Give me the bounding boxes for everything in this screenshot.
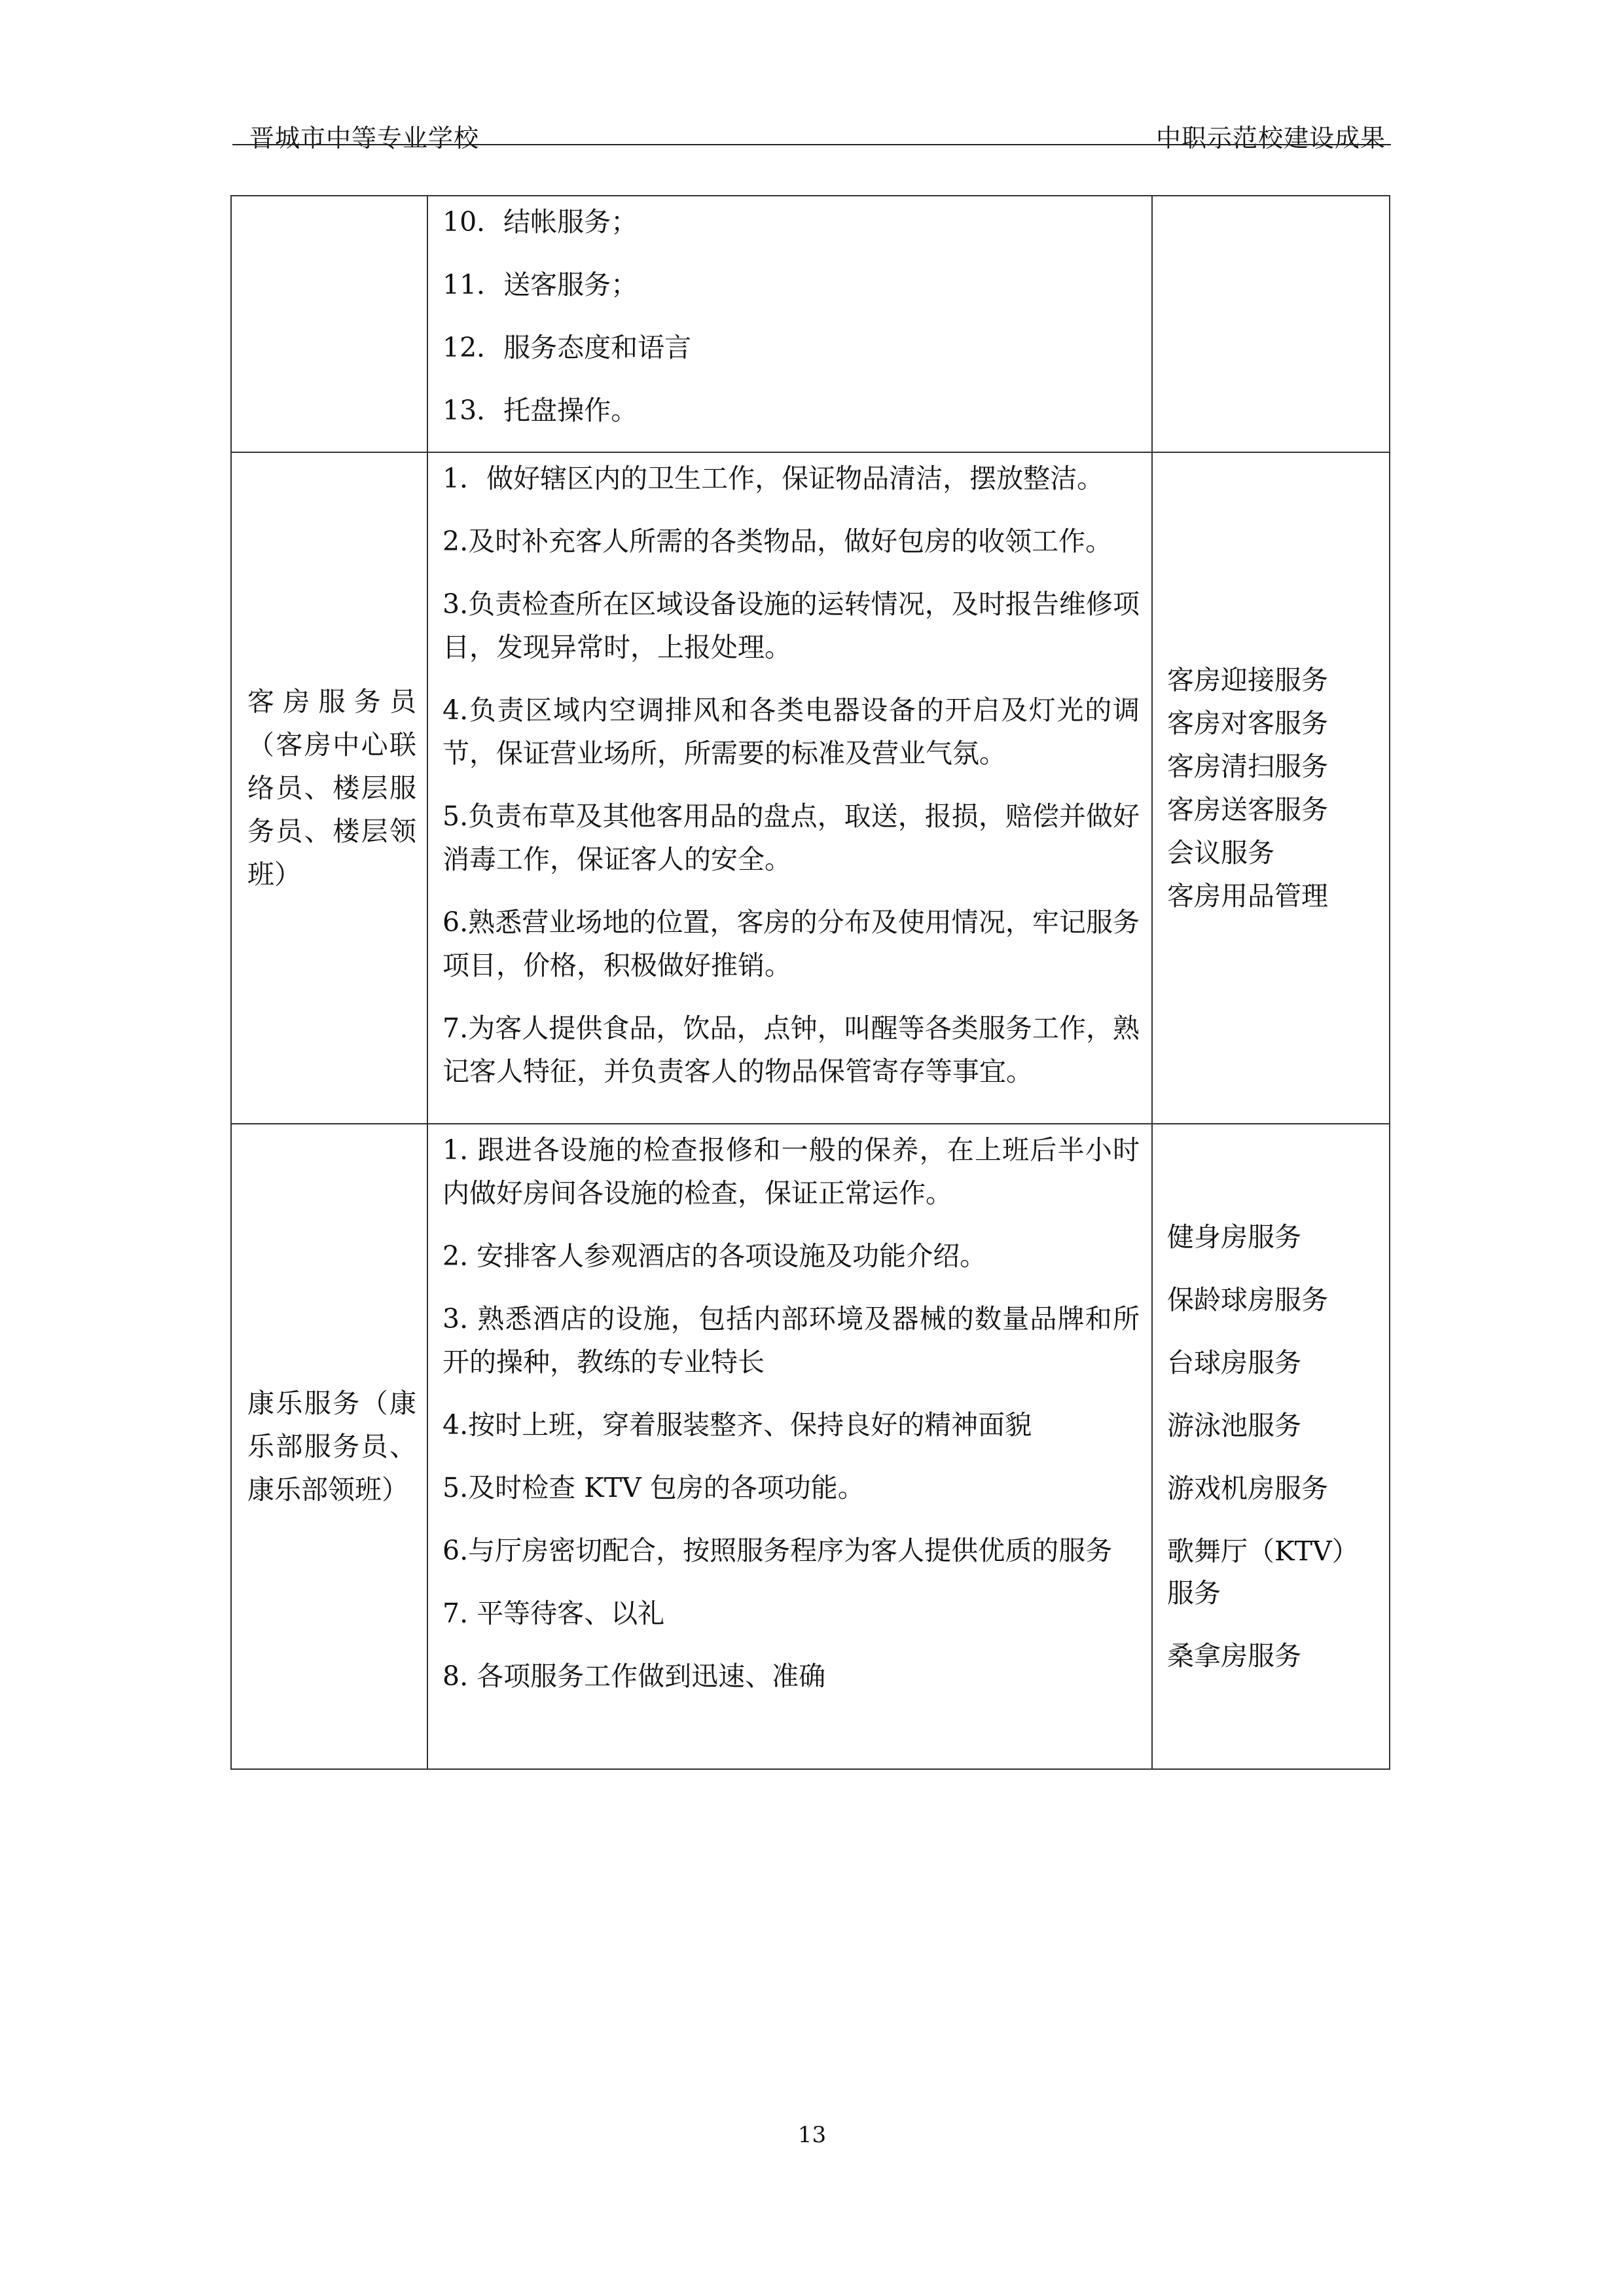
duty-item: 5.负责布草及其他客用品的盘点，取送，报损，赔偿并做好消毒工作，保证客人的安全。 xyxy=(442,800,1140,875)
role-cell xyxy=(231,196,427,452)
skills-cell xyxy=(1152,452,1390,1124)
skill-item: 客房迎接服务 xyxy=(1167,664,1328,696)
skill-item: 歌舞厅（KTV）服务 xyxy=(1167,1535,1359,1609)
duty-item: 12．服务态度和语言 xyxy=(442,332,692,363)
skill-item: 会议服务 xyxy=(1167,837,1274,869)
duty-item: 6.熟悉营业场地的位置，客房的分布及使用情况，牢记服务项目，价格，积极做好推销。 xyxy=(442,906,1140,981)
duty-item: 11．送客服务； xyxy=(442,269,638,300)
duty-item: 2.及时补充客人所需的各类物品，做好包房的收领工作。 xyxy=(442,526,1113,557)
duty-item: 4.负责区域内空调排风和各类电器设备的开启及灯光的调节，保证营业场所，所需要的标准及营业气氛。 xyxy=(442,694,1140,769)
duty-item: 8. 各项服务工作做到迅速、准确 xyxy=(442,1660,826,1692)
skill-item: 台球房服务 xyxy=(1167,1347,1301,1378)
duty-item: 10．结帐服务； xyxy=(442,206,638,238)
skill-item: 客房清扫服务 xyxy=(1167,751,1328,782)
skill-item: 健身房服务 xyxy=(1167,1221,1301,1253)
duty-item: 7. 平等待客、以礼 xyxy=(442,1598,665,1629)
duty-item: 2. 安排客人参观酒店的各项设施及功能介绍。 xyxy=(442,1240,987,1272)
role-cell xyxy=(231,452,427,1124)
table-row xyxy=(231,452,1390,1124)
duty-item: 1. 跟进各设施的检查报修和一般的保养，在上班后半小时内做好房间各设施的检查，保证正常运作。 xyxy=(442,1134,1140,1209)
duty-item: 4.按时上班，穿着服装整齐、保持良好的精神面貌 xyxy=(442,1409,1032,1441)
duty-item: 6.与厅房密切配合，按照服务程序为客人提供优质的服务 xyxy=(442,1535,1113,1566)
skills-cell xyxy=(1152,1124,1390,1769)
role-cell xyxy=(231,1124,427,1769)
duty-item: 7.为客人提供食品，饮品，点钟，叫醒等各类服务工作，熟记客人特征，并负责客人的物品保管寄存等事宜。 xyxy=(442,1013,1140,1087)
skill-item: 客房对客服务 xyxy=(1167,708,1328,739)
duties-cell xyxy=(427,452,1152,1124)
skill-item: 游戏机房服务 xyxy=(1167,1473,1328,1504)
skills-cell xyxy=(1152,196,1390,452)
duty-item: 3.负责检查所在区域设备设施的运转情况，及时报告维修项目，发现异常时，上报处理。 xyxy=(442,588,1140,663)
job-duties-table xyxy=(230,195,1390,1770)
role-text: 康乐服务（康乐部服务员、康乐部领班） xyxy=(247,1388,416,1505)
skill-item: 客房用品管理 xyxy=(1167,880,1328,912)
table-row xyxy=(231,196,1390,452)
header-school-name: 晋城市中等专业学校 xyxy=(249,124,480,152)
table-row xyxy=(231,1124,1390,1769)
duty-item: 5.及时检查 KTV 包房的各项功能。 xyxy=(442,1472,865,1503)
duty-item: 13．托盘操作。 xyxy=(442,395,638,426)
role-text: 客房服务员（客房中心联络员、楼层服务员、楼层领班） xyxy=(247,686,416,890)
skill-item: 保龄球房服务 xyxy=(1167,1284,1328,1316)
skill-item: 游泳池服务 xyxy=(1167,1410,1301,1441)
header-rule xyxy=(232,144,1391,145)
skill-item: 桑拿房服务 xyxy=(1167,1640,1301,1672)
skill-item: 客房送客服务 xyxy=(1167,794,1328,825)
duty-item: 1．做好辖区内的卫生工作，保证物品清洁，摆放整洁。 xyxy=(442,463,1104,494)
duties-cell xyxy=(427,1124,1152,1769)
header-section-title: 中职示范校建设成果 xyxy=(1155,124,1386,152)
page-number: 13 xyxy=(797,2122,827,2148)
duty-item: 3. 熟悉酒店的设施，包括内部环境及器械的数量品牌和所开的操种，教练的专业特长 xyxy=(442,1303,1140,1378)
duties-cell xyxy=(427,196,1152,452)
